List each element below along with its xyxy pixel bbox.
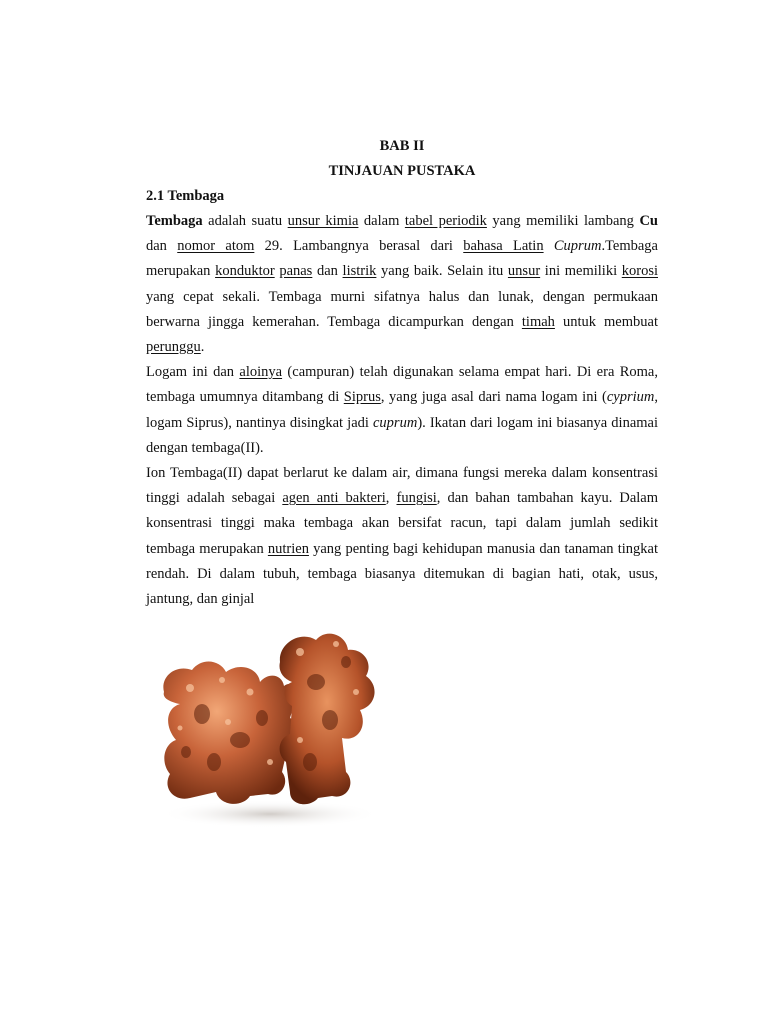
link-korosi[interactable]: korosi — [621, 263, 658, 280]
text-run: ini memiliki — [540, 263, 622, 280]
link-listrik[interactable]: listrik — [342, 263, 377, 280]
text-run: dan — [312, 263, 343, 280]
chapter-title: TINJAUAN PUSTAKA — [328, 163, 476, 179]
link-unsur-kimia[interactable]: unsur kimia — [287, 213, 359, 229]
copper-nugget-photo — [150, 622, 390, 832]
link-siprus[interactable]: Siprus — [343, 389, 381, 406]
text-run: (campuran) telah digunakan selama empat hari. Di era Roma, tembaga umumnya ditambang di — [146, 364, 658, 406]
term-cuprum-lower: cuprum — [373, 414, 418, 431]
text-run: , — [385, 490, 397, 507]
paragraph-3 — [146, 461, 658, 612]
term-cyprium: cyprium — [606, 389, 655, 406]
link-panas[interactable]: panas — [279, 263, 313, 280]
term-tembaga: Tembaga — [146, 213, 203, 229]
text-run: yang penting bagi kehidupan manusia dan tanaman tingkat rendah. Di dalam tubuh, tembaga biasanya ditemukan di bagian hati, otak, usus, jantung, dan ginjal — [146, 540, 659, 608]
paragraph-2 — [146, 360, 658, 461]
text-run: ). Ikatan dari logam ini biasanya dinamai dengan tembaga(II). — [146, 414, 658, 456]
link-nomor-atom[interactable]: nomor atom — [177, 238, 255, 255]
link-perunggu[interactable]: perunggu — [146, 339, 201, 356]
chapter-label: BAB II — [379, 138, 425, 154]
text-run — [544, 238, 554, 254]
link-nutrien[interactable]: nutrien — [267, 540, 309, 557]
text-run: Ion Tembaga(II) dapat berlarut ke dalam air, dimana fungsi mereka dalam konsentrasi tinggi adalah sebagai — [146, 465, 658, 507]
link-aloinya[interactable]: aloinya — [239, 364, 283, 381]
term-cu: Cu — [639, 213, 658, 229]
link-fungisi[interactable]: fungisi — [396, 490, 437, 507]
text-run: untuk membuat — [554, 313, 658, 330]
text-run: dalam — [358, 213, 405, 229]
link-bahasa-latin[interactable]: bahasa Latin — [463, 238, 544, 255]
text-run: , dan bahan tambahan kayu. Dalam konsentrasi tinggi maka tembaga akan bersifat racun, tapi dalam jumlah sedikit tembaga merupakan — [146, 490, 659, 557]
link-tabel-periodik[interactable]: tabel periodik — [404, 213, 487, 229]
link-timah[interactable]: timah — [521, 313, 555, 330]
document-page — [146, 134, 658, 612]
link-agen-anti-bakteri[interactable]: agen anti bakteri — [282, 490, 386, 507]
link-unsur[interactable]: unsur — [507, 263, 541, 280]
text-run: , logam Siprus), nantinya disingkat jadi — [146, 389, 659, 431]
text-run: dan — [146, 238, 178, 255]
section-title: 2.1 Tembaga — [146, 188, 225, 204]
text-run: .Tembaga merupakan — [146, 238, 658, 280]
link-konduktor[interactable]: konduktor — [215, 263, 275, 280]
text-run: Logam ini dan — [146, 364, 240, 381]
text-run: yang baik. Selain itu — [376, 263, 508, 280]
text-run: yang cepat sekali. Tembaga murni sifatnya halus dan lunak, dengan permukaan berwarna jingga kemerahan. Tembaga dicampurkan dengan — [146, 288, 658, 330]
text-run: adalah suatu — [202, 213, 288, 229]
text-run: 29. Lambangnya berasal dari — [254, 238, 464, 255]
term-cuprum: Cuprum — [553, 238, 602, 255]
paragraph-1 — [146, 209, 658, 360]
text-run: , yang juga asal dari nama logam ini ( — [380, 389, 607, 406]
text-run: yang memiliki lambang — [486, 213, 640, 229]
text-run: . — [200, 339, 205, 356]
